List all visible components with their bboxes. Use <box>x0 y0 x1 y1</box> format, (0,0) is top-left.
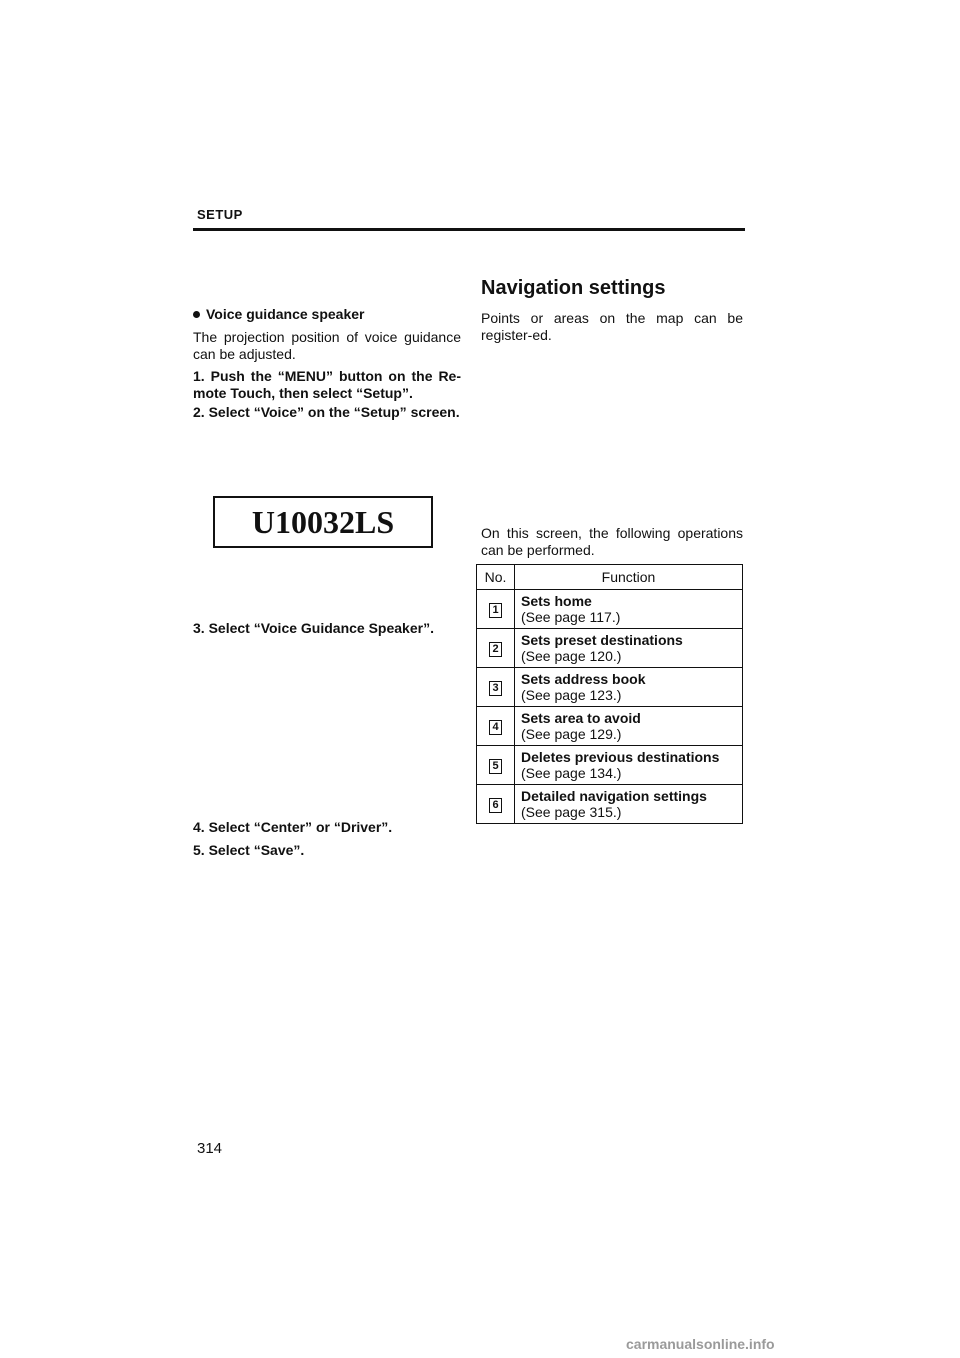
figure-placeholder <box>213 496 433 548</box>
navigation-intro-text: Points or areas on the map can be register-ed. <box>481 310 743 343</box>
table-row <box>477 629 743 668</box>
table-header-no: No. <box>477 565 515 590</box>
row-page-reference: (See page 129.) <box>521 726 622 742</box>
header-rule <box>193 228 745 231</box>
bullet-heading <box>193 306 364 322</box>
table-row <box>477 707 743 746</box>
row-number-badge: 6 <box>489 798 502 813</box>
table-row <box>477 668 743 707</box>
voice-intro-text: The projection position of voice guidance can be adjusted. <box>193 329 461 362</box>
figure-code: U10032LS <box>251 503 395 540</box>
row-function-title: Detailed navigation settings <box>521 788 707 804</box>
footer-watermark: carmanualsonline.info <box>626 1336 775 1352</box>
section-title: Navigation settings <box>481 277 666 299</box>
row-number-badge: 3 <box>489 681 502 696</box>
step-2: 2. Select “Voice” on the “Setup” screen. <box>193 404 460 420</box>
row-number-badge: 5 <box>489 759 502 774</box>
table-row <box>477 746 743 785</box>
step-1: 1. Push the “MENU” button on the Re-mote Touch, then select “Setup”. <box>193 368 461 401</box>
table-row <box>477 785 743 824</box>
step-4: 4. Select “Center” or “Driver”. <box>193 819 393 835</box>
row-page-reference: (See page 123.) <box>521 687 622 703</box>
row-page-reference: (See page 315.) <box>521 804 622 820</box>
row-function-title: Sets area to avoid <box>521 710 641 726</box>
bullet-dot-icon <box>193 311 200 318</box>
functions-table <box>476 564 743 824</box>
row-page-reference: (See page 117.) <box>521 609 621 625</box>
row-number-badge: 2 <box>489 642 502 657</box>
step-5: 5. Select “Save”. <box>193 842 305 858</box>
operations-intro-text: On this screen, the following operations can be performed. <box>481 525 743 558</box>
row-function-title: Deletes previous destinations <box>521 749 720 765</box>
row-function-title: Sets preset destinations <box>521 632 683 648</box>
row-page-reference: (See page 134.) <box>521 765 622 781</box>
bullet-heading-text: Voice guidance speaker <box>206 306 365 322</box>
table-header-function: Function <box>515 565 743 590</box>
row-function-title: Sets address book <box>521 671 646 687</box>
table-header-row <box>477 565 743 590</box>
table-row <box>477 590 743 629</box>
section-header-label: SETUP <box>197 207 243 222</box>
row-page-reference: (See page 120.) <box>521 648 622 664</box>
row-number-badge: 1 <box>489 603 502 618</box>
row-number-badge: 4 <box>489 720 502 735</box>
row-function-title: Sets home <box>521 593 592 609</box>
step-3: 3. Select “Voice Guidance Speaker”. <box>193 620 434 636</box>
page-number: 314 <box>197 1140 223 1157</box>
